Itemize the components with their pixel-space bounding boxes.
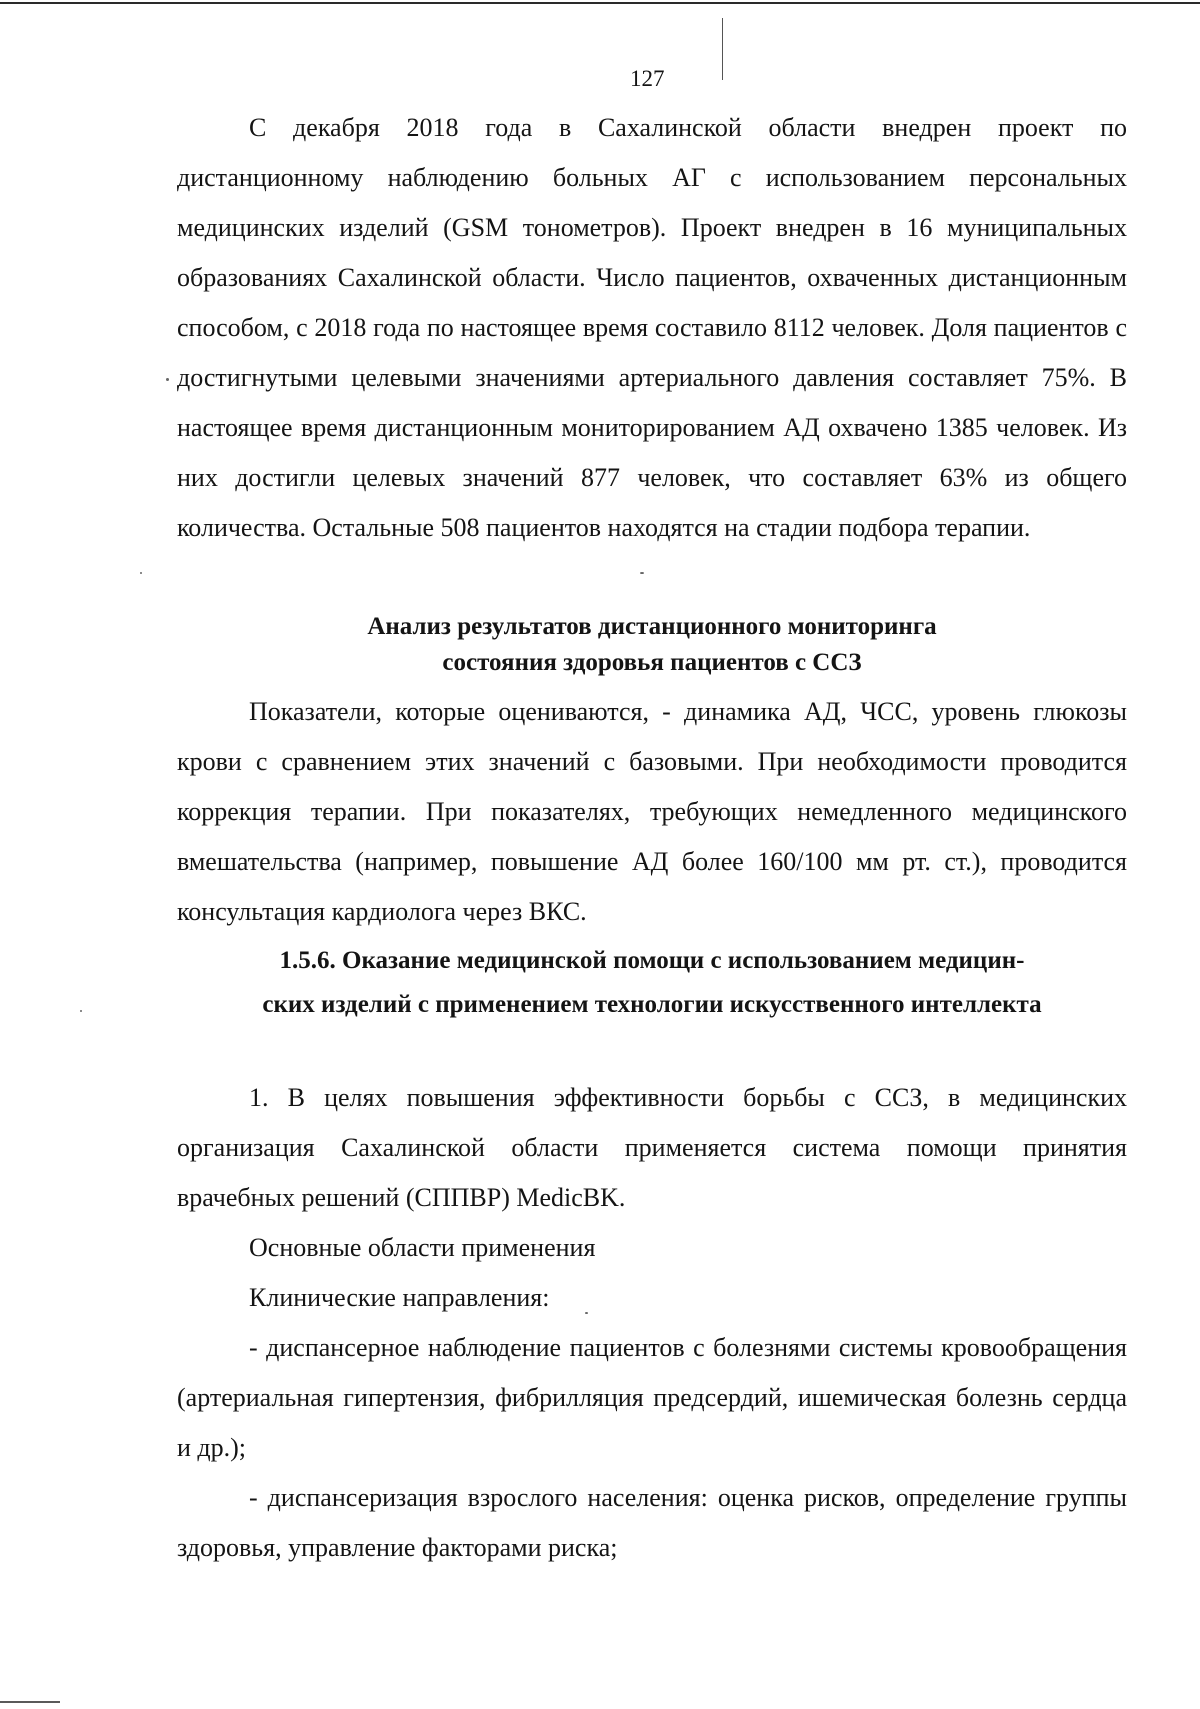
scan-speck: [166, 378, 169, 381]
section-heading-ai: [177, 939, 1127, 1027]
scan-speck: [80, 1010, 82, 1012]
page-number: 127: [630, 66, 665, 91]
section-heading-line: 1.5.6. Оказание медицинской помощи с использованием медицин-: [279, 947, 1025, 974]
scan-edge-top: [0, 2, 1200, 4]
list-item: - диспансеризация взрослого населения: оценка рисков, определение группы здоровья, управление факторами риска;: [177, 1483, 1127, 1562]
scan-speck: [140, 572, 142, 574]
scan-fold-mark: [722, 18, 723, 80]
section-heading-analysis: [177, 609, 1127, 681]
page-body: [177, 103, 1127, 1573]
analysis-paragraph: Показатели, которые оцениваются, - динамика АД, ЧСС, уровень глюкозы крови с сравнением этих значений с базовыми. При необходимости проводится коррекция терапии. При показателях, требующих немедленного медицинского вмешательства (например, повышение АД более 160/100 мм рт. ст.), проводится консультация кардиолога через ВКС.: [177, 697, 1127, 926]
section-heading-line: ских изделий с применением технологии искусственного интеллекта: [262, 991, 1042, 1018]
scan-edge-bottom: [0, 1701, 60, 1703]
ai-paragraph: Клинические направления:: [249, 1283, 550, 1312]
ai-paragraph: Основные области применения: [249, 1233, 596, 1262]
intro-paragraph: С декабря 2018 года в Сахалинской области внедрен проект по дистанционному наблюдению больных АГ с использованием персональных медицинских изделий (GSM тонометров). Проект внедрен в 16 муниципальных образованиях Сахалинской области. Число пациентов, охваченных дистанционным способом, с 2018 года по настоящее время составило 8112 человек. Доля пациентов с достигнутыми целевыми значениями артериального давления составляет 75%. В настоящее время дистанционным мониторированием АД охвачено 1385 человек. Из них достигли целевых значений 877 человек, что составляет 63% из общего количества. Остальные 508 пациентов находятся на стадии подбора терапии.: [177, 113, 1127, 542]
section-heading-line: Анализ результатов дистанционного мониторинга: [367, 613, 937, 640]
list-item: - диспансерное наблюдение пациентов с болезнями системы кровообращения (артериальная гипертензия, фибрилляция предсердий, ишемическая болезнь сердца и др.);: [177, 1333, 1127, 1462]
section-heading-line: состояния здоровья пациентов с ССЗ: [442, 649, 862, 676]
ai-paragraph: 1. В целях повышения эффективности борьбы с ССЗ, в медицинских организация Сахалинской области применяется система помощи принятия врачебных решений (СППВР) MedicBK.: [177, 1083, 1127, 1212]
